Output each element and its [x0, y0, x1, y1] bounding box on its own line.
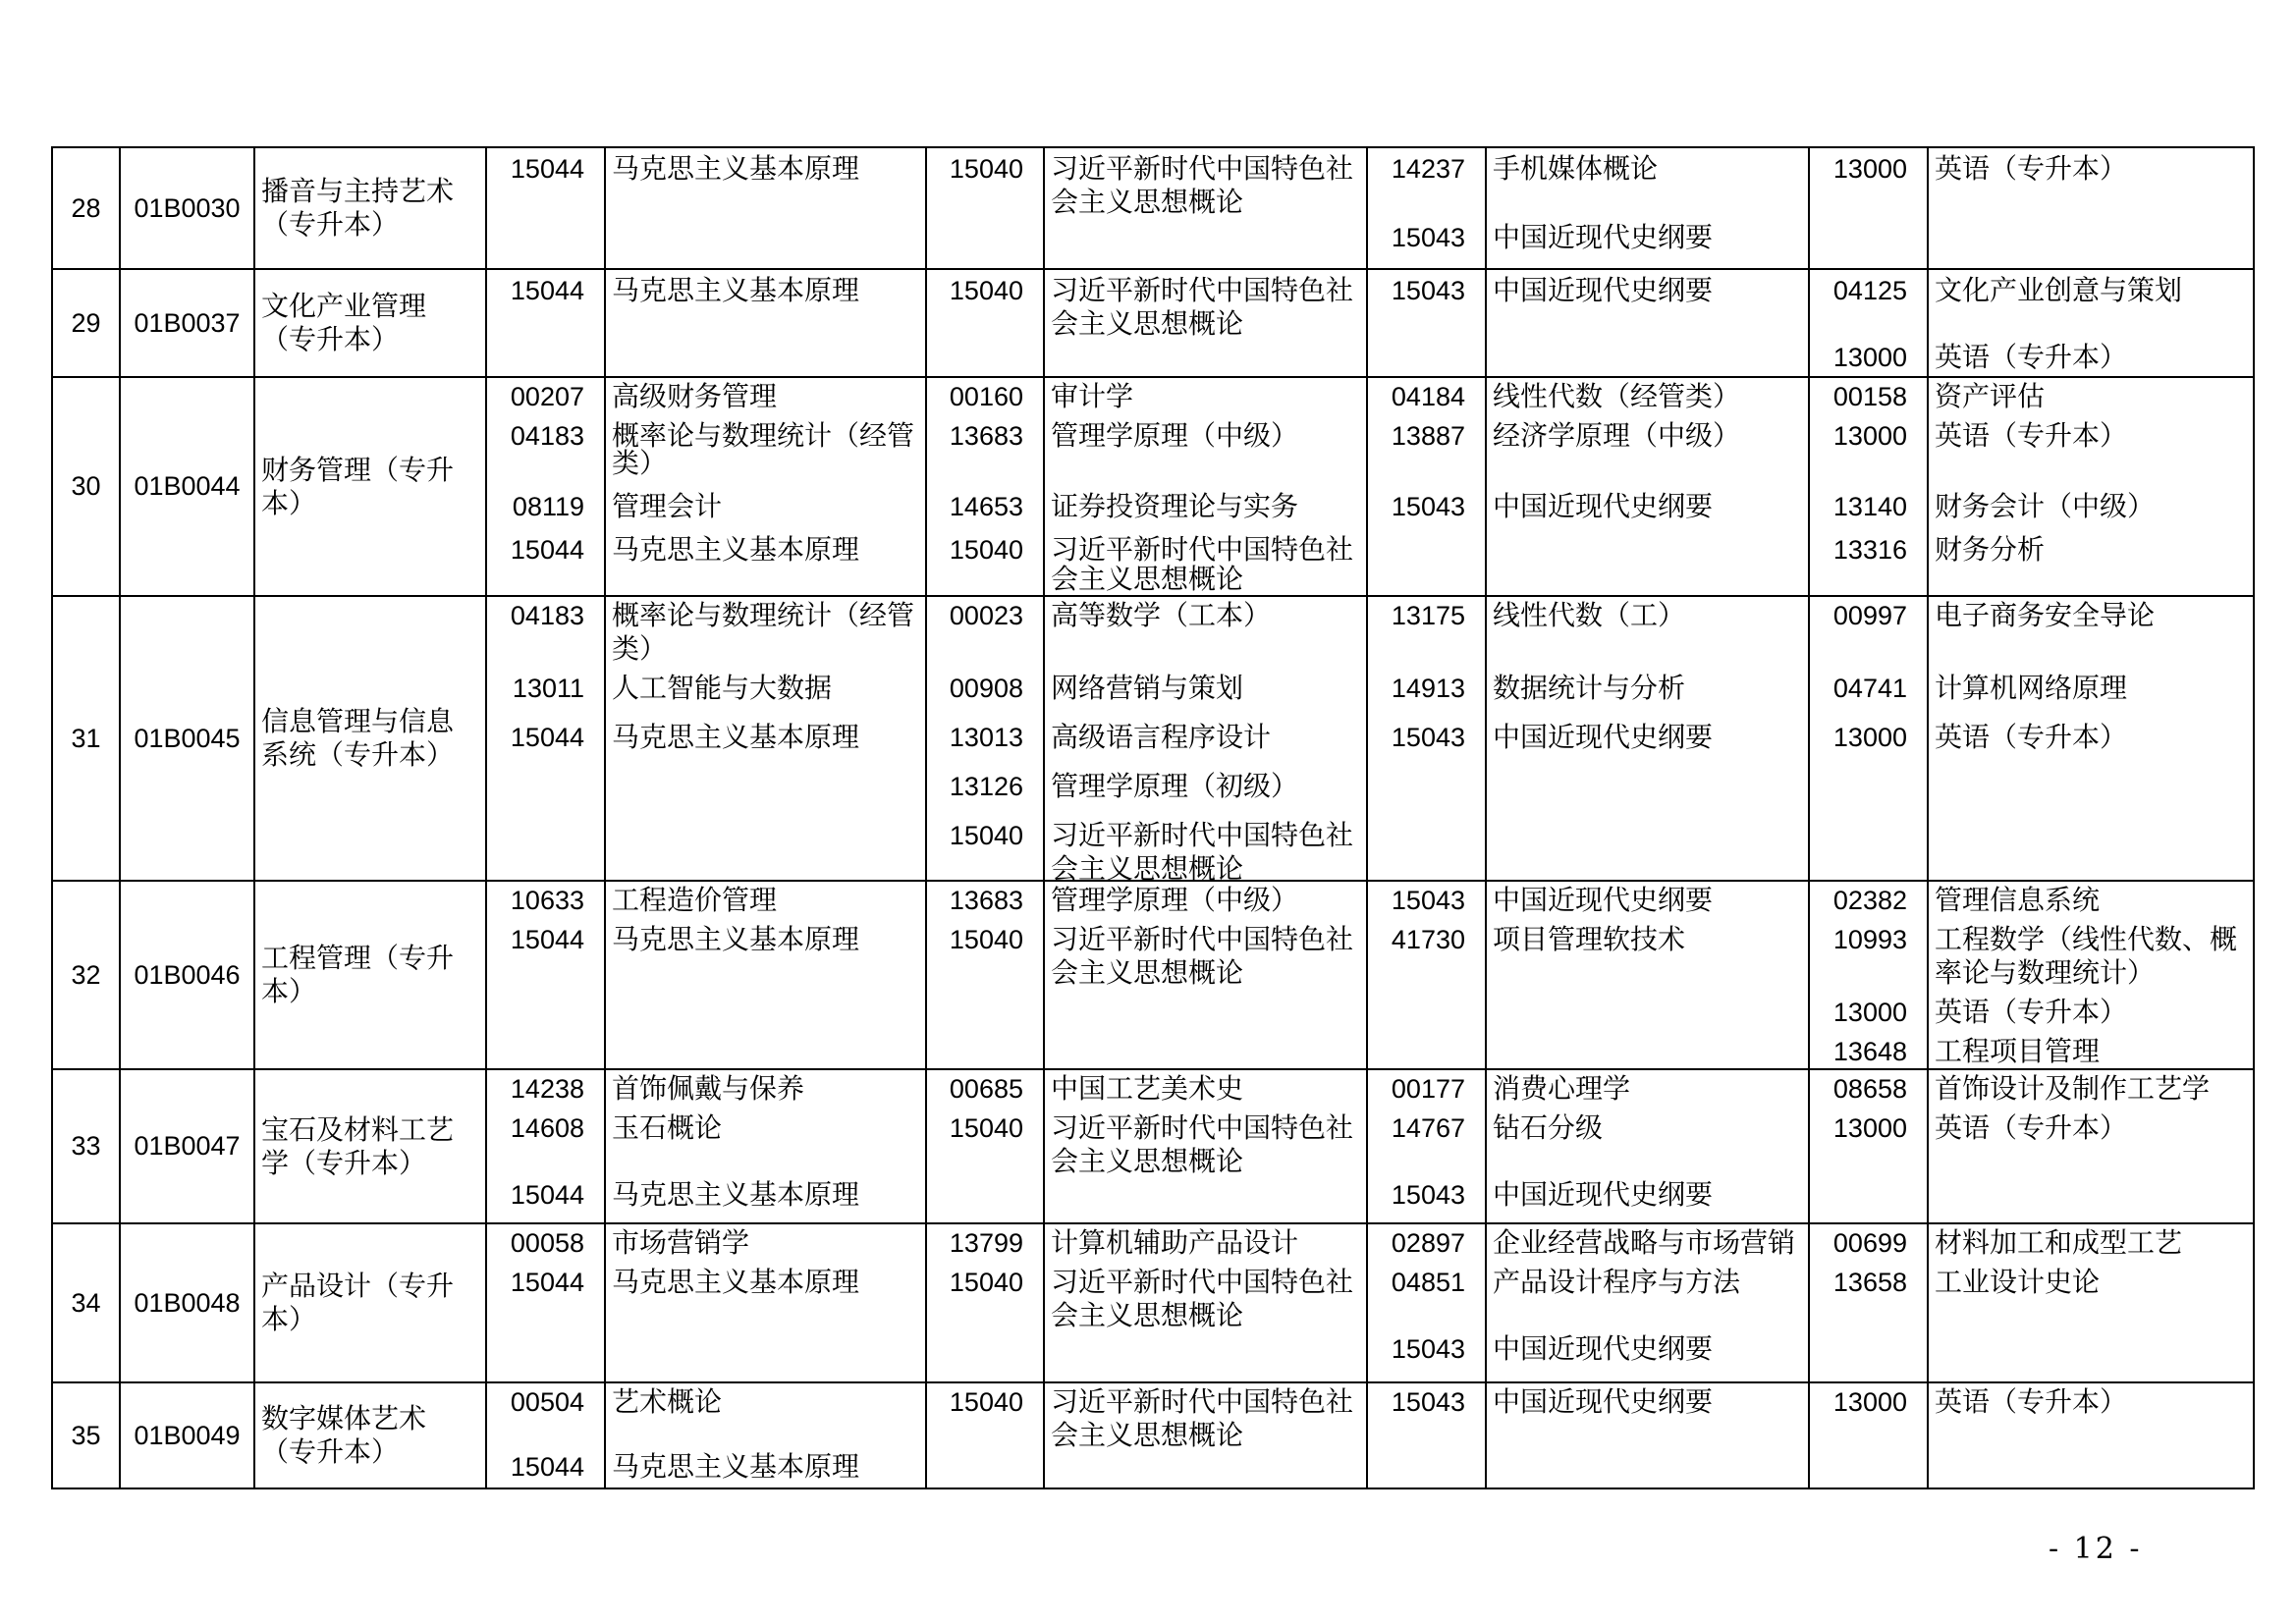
course-code-cell: [486, 377, 605, 596]
course-code: 10993: [1832, 925, 1907, 954]
course-code: 15043: [1391, 1334, 1465, 1364]
course-name: 会主义思想概论: [1051, 1299, 1244, 1331]
course-name-cell: [1486, 377, 1809, 596]
course-code: 15040: [949, 1113, 1023, 1143]
course-code-cell: [486, 596, 605, 881]
course-name: 习近平新时代中国特色社: [1051, 923, 1354, 955]
major-code: 01B0049: [120, 1382, 254, 1488]
major-name: 数字媒体艺术（专升本）: [254, 1382, 486, 1488]
page-number: - 12 -: [2049, 1532, 2143, 1566]
course-name: 财务会计（中级）: [1935, 490, 2156, 522]
course-code-cell: [486, 1069, 605, 1223]
course-code: 15043: [1391, 492, 1465, 521]
course-name: 习近平新时代中国特色社: [1051, 1266, 1354, 1298]
major-code: 01B0045: [120, 596, 254, 881]
course-code-cell: [1367, 147, 1486, 269]
course-name: 手机媒体概论: [1493, 152, 1659, 185]
course-name: 资产评估: [1935, 380, 2046, 412]
course-name: 线性代数（经管类）: [1493, 380, 1741, 412]
course-code-cell: [926, 377, 1044, 596]
row-number: 28: [52, 147, 120, 269]
course-name: 材料加工和成型工艺: [1935, 1226, 2183, 1259]
course-name: 管理信息系统: [1935, 884, 2101, 916]
course-code: 00023: [949, 601, 1023, 630]
course-name: 习近平新时代中国特色社: [1051, 152, 1354, 185]
course-name: 审计学: [1051, 380, 1134, 412]
course-name: 英语（专升本）: [1935, 721, 2128, 753]
table-row: [52, 147, 2254, 269]
course-name: 英语（专升本）: [1935, 1385, 2128, 1418]
course-name: 英语（专升本）: [1935, 341, 2128, 373]
course-name: 马克思主义基本原理: [612, 923, 860, 955]
course-name: 类）: [612, 632, 668, 665]
course-name: 英语（专升本）: [1935, 996, 2128, 1028]
course-name-cell: [1928, 269, 2254, 377]
row-number: 30: [52, 377, 120, 596]
course-name: 经济学原理（中级）: [1493, 419, 1741, 452]
course-name: 钻石分级: [1493, 1111, 1604, 1144]
course-code: 15044: [510, 1268, 584, 1297]
table-row: [52, 269, 2254, 377]
course-code: 00908: [949, 674, 1023, 703]
course-name-cell: [605, 269, 926, 377]
major-name: 产品设计（专升本）: [254, 1223, 486, 1382]
course-name-cell: [605, 1069, 926, 1223]
course-name: 中国近现代史纲要: [1493, 490, 1714, 522]
row-number: 29: [52, 269, 120, 377]
course-code-cell: [1809, 147, 1928, 269]
major-code: 01B0037: [120, 269, 254, 377]
course-code: 00997: [1832, 601, 1907, 630]
course-code: 14767: [1391, 1113, 1465, 1143]
course-code: 13000: [1832, 998, 1907, 1027]
course-name-cell: [605, 147, 926, 269]
course-name-cell: [1486, 269, 1809, 377]
course-code: 14653: [949, 492, 1023, 521]
course-name: 中国近现代史纲要: [1493, 221, 1714, 253]
course-code: 04184: [1391, 382, 1465, 411]
course-name: 计算机辅助产品设计: [1051, 1226, 1299, 1259]
course-name: 工程项目管理: [1935, 1035, 2101, 1067]
course-code: 08119: [512, 492, 584, 521]
course-name-cell: [1486, 1069, 1809, 1223]
major-name: 播音与主持艺术（专升本）: [254, 147, 486, 269]
course-code: 04741: [1832, 674, 1907, 703]
course-code: 13000: [1832, 1387, 1907, 1417]
course-code: 13683: [949, 886, 1023, 915]
course-name: 习近平新时代中国特色社: [1051, 819, 1354, 851]
course-name-cell: [1486, 1223, 1809, 1382]
course-code: 15043: [1391, 1180, 1465, 1210]
course-name: 高等数学（工本）: [1051, 599, 1272, 631]
course-code: 13140: [1832, 492, 1907, 521]
course-name: 企业经营战略与市场营销: [1493, 1226, 1796, 1259]
major-code: 01B0030: [120, 147, 254, 269]
course-name: 会主义思想概论: [1051, 1419, 1244, 1451]
course-code: 04183: [510, 421, 584, 451]
course-code-cell: [1367, 881, 1486, 1069]
course-name: 英语（专升本）: [1935, 419, 2128, 452]
course-code-cell: [1367, 269, 1486, 377]
course-name: 英语（专升本）: [1935, 1111, 2128, 1144]
course-code: 13799: [949, 1228, 1023, 1258]
course-code-cell: [486, 269, 605, 377]
row-number: 35: [52, 1382, 120, 1488]
course-code-cell: [926, 596, 1044, 881]
course-name-cell: [1928, 1223, 2254, 1382]
course-code: 13000: [1832, 343, 1907, 372]
course-code: 13000: [1832, 723, 1907, 752]
course-code-cell: [926, 1069, 1044, 1223]
course-code: 41730: [1391, 925, 1465, 954]
course-name: 英语（专升本）: [1935, 152, 2128, 185]
course-code: 04851: [1391, 1268, 1465, 1297]
course-code: 14608: [510, 1113, 584, 1143]
course-code-cell: [926, 269, 1044, 377]
course-name-cell: [1928, 881, 2254, 1069]
course-name: 中国近现代史纲要: [1493, 721, 1714, 753]
course-name: 中国近现代史纲要: [1493, 1332, 1714, 1365]
course-code: 02382: [1832, 886, 1907, 915]
course-name: 率论与数理统计）: [1935, 956, 2156, 989]
course-code: 15040: [949, 535, 1023, 565]
course-name: 管理学原理（初级）: [1051, 770, 1299, 802]
course-code: 15040: [949, 1387, 1023, 1417]
course-name: 高级财务管理: [612, 380, 778, 412]
course-name: 习近平新时代中国特色社: [1051, 1385, 1354, 1418]
course-name: 会主义思想概论: [1051, 186, 1244, 218]
course-code: 13000: [1832, 1113, 1907, 1143]
course-code-cell: [1809, 1069, 1928, 1223]
course-name-cell: [1044, 269, 1367, 377]
course-name-cell: [1044, 1223, 1367, 1382]
course-name: 马克思主义基本原理: [612, 1266, 860, 1298]
course-name-cell: [1486, 881, 1809, 1069]
course-name: 首饰佩戴与保养: [612, 1072, 805, 1105]
course-code-cell: [1809, 1382, 1928, 1488]
course-name: 马克思主义基本原理: [612, 152, 860, 185]
course-code-cell: [1809, 377, 1928, 596]
course-name-cell: [1486, 147, 1809, 269]
course-name: 工程造价管理: [612, 884, 778, 916]
course-code-cell: [926, 881, 1044, 1069]
course-name: 马克思主义基本原理: [612, 274, 860, 306]
course-code: 00699: [1832, 1228, 1907, 1258]
course-name: 数据统计与分析: [1493, 672, 1686, 704]
course-name: 首饰设计及制作工艺学: [1935, 1072, 2211, 1105]
major-name: 财务管理（专升本）: [254, 377, 486, 596]
course-name: 工业设计史论: [1935, 1266, 2101, 1298]
course-name-cell: [1486, 1382, 1809, 1488]
course-name: 习近平新时代中国特色社: [1051, 1111, 1354, 1144]
course-code: 00158: [1832, 382, 1907, 411]
course-code-cell: [486, 1223, 605, 1382]
course-name: 会主义思想概论: [1051, 1145, 1244, 1177]
course-code-cell: [486, 1382, 605, 1488]
row-number: 33: [52, 1069, 120, 1223]
course-name-cell: [1044, 1382, 1367, 1488]
course-name-cell: [1928, 596, 2254, 881]
table-row: [52, 1382, 2254, 1488]
course-name: 习近平新时代中国特色社: [1051, 274, 1354, 306]
course-code: 15044: [510, 1452, 584, 1482]
table-row: [52, 881, 2254, 1069]
major-name: 信息管理与信息系统（专升本）: [254, 596, 486, 881]
course-name-cell: [1928, 1069, 2254, 1223]
course-code-cell: [1809, 881, 1928, 1069]
major-code: 01B0048: [120, 1223, 254, 1382]
course-name: 马克思主义基本原理: [612, 1450, 860, 1483]
course-name-cell: [1486, 596, 1809, 881]
course-code: 15043: [1391, 223, 1465, 252]
course-code: 13000: [1832, 421, 1907, 451]
course-code-cell: [1367, 1069, 1486, 1223]
course-name-cell: [1044, 881, 1367, 1069]
course-code: 14913: [1391, 674, 1465, 703]
course-name: 中国近现代史纲要: [1493, 1385, 1714, 1418]
course-code: 00160: [949, 382, 1023, 411]
course-name: 管理学原理（中级）: [1051, 884, 1299, 916]
course-code: 13175: [1391, 601, 1465, 630]
course-code: 00058: [510, 1228, 584, 1258]
course-name: 会主义思想概论: [1051, 563, 1244, 595]
course-name: 习近平新时代中国特色社: [1051, 533, 1354, 566]
course-name: 概率论与数理统计（经管: [612, 599, 915, 631]
course-name: 文化产业创意与策划: [1935, 274, 2183, 306]
course-code: 15044: [510, 276, 584, 305]
course-name-cell: [605, 596, 926, 881]
course-code: 15040: [949, 154, 1023, 184]
course-code: 15044: [510, 535, 584, 565]
course-code: 15040: [949, 821, 1023, 850]
course-code: 13658: [1832, 1268, 1907, 1297]
course-name-cell: [1044, 596, 1367, 885]
course-code: 15043: [1391, 276, 1465, 305]
course-name-cell: [1928, 1382, 2254, 1488]
course-name: 马克思主义基本原理: [612, 1178, 860, 1211]
course-code-cell: [1367, 596, 1486, 881]
course-name: 类）: [612, 447, 668, 479]
course-code: 13011: [512, 674, 584, 703]
course-code: 00207: [510, 382, 584, 411]
course-name-cell: [1044, 147, 1367, 269]
major-name: 工程管理（专升本）: [254, 881, 486, 1069]
course-code-cell: [926, 147, 1044, 269]
row-number: 34: [52, 1223, 120, 1382]
course-code: 10633: [510, 886, 584, 915]
course-name: 计算机网络原理: [1935, 672, 2128, 704]
course-name-cell: [605, 881, 926, 1069]
course-code-cell: [1809, 596, 1928, 881]
course-code: 13000: [1832, 154, 1907, 184]
course-code: 15040: [949, 276, 1023, 305]
table-row: [52, 377, 2254, 596]
course-name: 马克思主义基本原理: [612, 533, 860, 566]
course-name: 工程数学（线性代数、概: [1935, 923, 2238, 955]
course-name: 证券投资理论与实务: [1051, 490, 1299, 522]
course-name: 中国近现代史纲要: [1493, 274, 1714, 306]
major-name: 宝石及材料工艺学（专升本）: [254, 1069, 486, 1223]
course-name: 财务分析: [1935, 533, 2046, 566]
course-name: 会主义思想概论: [1051, 307, 1244, 340]
course-name-cell: [605, 1223, 926, 1382]
course-name-cell: [605, 1382, 926, 1488]
course-code: 00177: [1391, 1074, 1465, 1104]
course-name: 马克思主义基本原理: [612, 721, 860, 753]
table-row: [52, 1069, 2254, 1223]
table-row: [52, 1223, 2254, 1382]
course-code-cell: [1809, 269, 1928, 377]
course-name: 线性代数（工）: [1493, 599, 1686, 631]
course-name: 项目管理软技术: [1493, 923, 1686, 955]
course-name-cell: [1044, 377, 1367, 596]
course-name: 电子商务安全导论: [1935, 599, 2156, 631]
course-code: 15043: [1391, 723, 1465, 752]
major-code: 01B0047: [120, 1069, 254, 1223]
course-code: 04125: [1832, 276, 1907, 305]
course-name: 会主义思想概论: [1051, 956, 1244, 989]
course-name: 艺术概论: [612, 1385, 723, 1418]
course-code: 00685: [949, 1074, 1023, 1104]
major-code: 01B0046: [120, 881, 254, 1069]
course-name-cell: [1044, 1069, 1367, 1223]
course-code: 14238: [510, 1074, 584, 1104]
course-code: 14237: [1391, 154, 1465, 184]
course-code-cell: [1367, 1223, 1486, 1382]
course-code-cell: [1367, 1382, 1486, 1488]
course-code-cell: [926, 1223, 1044, 1382]
course-code: 00504: [510, 1387, 584, 1417]
course-name: 会主义思想概论: [1051, 852, 1244, 885]
course-code: 13887: [1391, 421, 1465, 451]
course-name-cell: [605, 377, 926, 596]
course-code: 15044: [510, 154, 584, 184]
course-name: 中国近现代史纲要: [1493, 884, 1714, 916]
course-name: 人工智能与大数据: [612, 672, 833, 704]
row-number: 31: [52, 596, 120, 881]
course-code-cell: [1367, 377, 1486, 596]
course-name: 概率论与数理统计（经管: [612, 419, 915, 452]
course-name: 消费心理学: [1493, 1072, 1631, 1105]
course-name-cell: [1928, 147, 2254, 269]
course-name: 产品设计程序与方法: [1493, 1266, 1741, 1298]
course-name: 中国工艺美术史: [1051, 1072, 1244, 1105]
course-code: 15043: [1391, 886, 1465, 915]
course-code: 15044: [510, 723, 584, 752]
course-code-cell: [1809, 1223, 1928, 1382]
major-name: 文化产业管理（专升本）: [254, 269, 486, 377]
course-code: 13013: [949, 723, 1023, 752]
course-code-cell: [486, 147, 605, 269]
course-code-cell: [486, 881, 605, 1069]
course-code: 13648: [1832, 1037, 1907, 1066]
course-name: 管理会计: [612, 490, 723, 522]
course-code: 15044: [510, 1180, 584, 1210]
course-name: 管理学原理（中级）: [1051, 419, 1299, 452]
course-code: 15040: [949, 1268, 1023, 1297]
course-name-cell: [1928, 377, 2254, 596]
course-code: 13126: [949, 772, 1023, 801]
major-code: 01B0044: [120, 377, 254, 596]
table-row: [52, 596, 2254, 881]
course-code: 13683: [949, 421, 1023, 451]
course-code: 13316: [1832, 535, 1907, 565]
course-code: 15044: [510, 925, 584, 954]
course-name: 网络营销与策划: [1051, 672, 1244, 704]
course-code: 15040: [949, 925, 1023, 954]
course-name: 玉石概论: [612, 1111, 723, 1144]
course-code: 08658: [1832, 1074, 1907, 1104]
exam-schedule-table: [51, 146, 2255, 1489]
row-number: 32: [52, 881, 120, 1069]
course-name: 中国近现代史纲要: [1493, 1178, 1714, 1211]
course-code-cell: [926, 1382, 1044, 1488]
course-code: 15043: [1391, 1387, 1465, 1417]
course-code: 02897: [1391, 1228, 1465, 1258]
course-name: 市场营销学: [612, 1226, 750, 1259]
course-name: 高级语言程序设计: [1051, 721, 1272, 753]
course-code: 04183: [510, 601, 584, 630]
